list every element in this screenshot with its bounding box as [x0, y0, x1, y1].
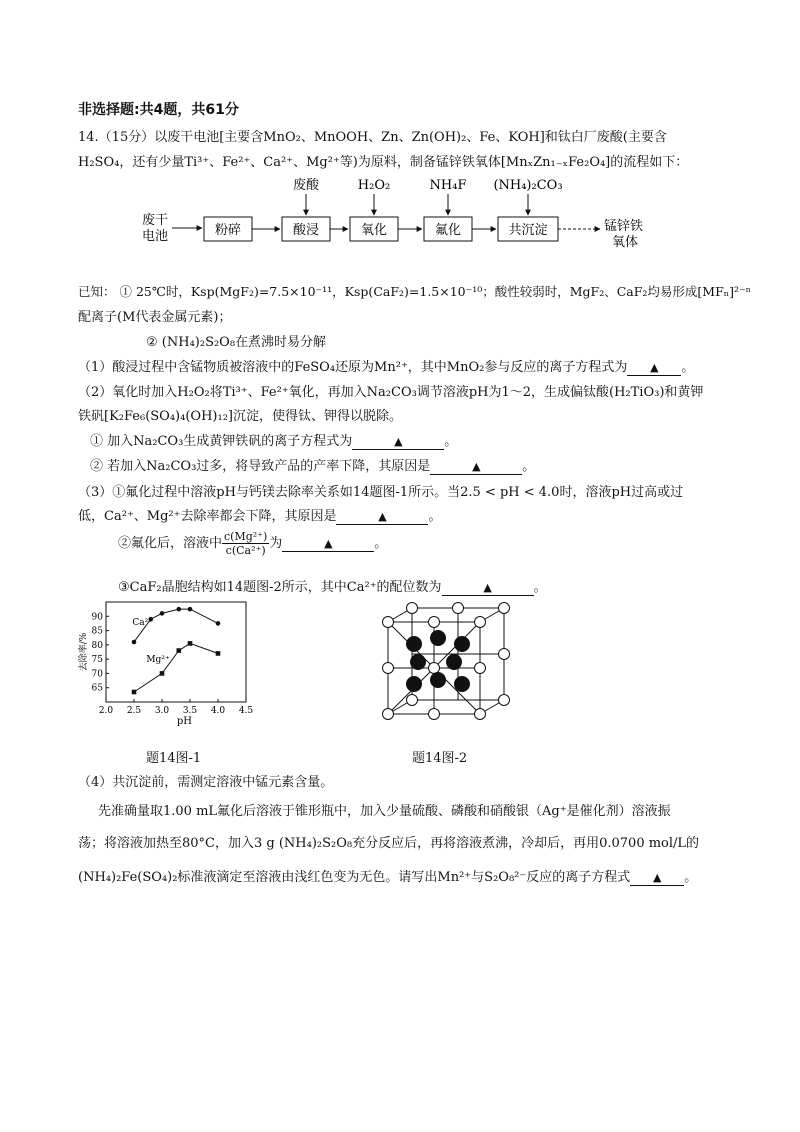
part3-sub3 [118, 576, 547, 596]
data-point-ca [188, 607, 193, 612]
part4-answer-blank[interactable] [630, 871, 684, 886]
part3-sub2-answer-blank[interactable] [282, 537, 374, 552]
ca-ion-corner [475, 617, 486, 628]
ratio-fraction [222, 530, 269, 557]
triangle-mark-icon: ▲ [653, 871, 662, 884]
part3-sub3-answer-blank[interactable] [442, 581, 534, 596]
y-axis-label: 去除率/% [79, 632, 89, 672]
part4-line1: （4）共沉淀前，需测定溶液中锰元素含量。 [78, 775, 334, 790]
data-point-mg [188, 641, 193, 646]
part3-sub3-end: 。 [533, 580, 547, 595]
triangle-mark-icon: ▲ [650, 361, 659, 374]
part2-sub2-text: ② 若加入Na₂CO₃过多，将导致产品的产率下降，其原因是 [90, 459, 431, 474]
part3-sub3-text: ③CaF₂晶胞结构如14题图-2所示，其中Ca²⁺的配位数为 [118, 580, 442, 595]
part2-sub1-end: 。 [444, 434, 458, 449]
data-point-mg [216, 651, 221, 656]
f-ion [430, 672, 446, 688]
x-tick-label: 2.5 [126, 706, 142, 716]
data-point-ca [132, 640, 137, 645]
triangle-mark-icon: ▲ [324, 537, 333, 550]
figure2-caption: 题14图-2 [412, 751, 468, 766]
known-line2: 配离子(M代表金属元素)； [78, 310, 232, 325]
ca-ion-face [453, 603, 464, 614]
part2-sub2-end: 。 [522, 459, 536, 474]
plot-frame [106, 602, 246, 702]
series-label-mg: Mg²⁺ [146, 655, 170, 665]
triangle-mark-icon: ▲ [394, 435, 403, 448]
fraction-numerator: c(Mg²⁺) [224, 530, 268, 543]
flow-step-oxidize: 氧化 [360, 223, 388, 238]
ca-ion-face [429, 709, 440, 720]
part2-line2: 铁矾[K₂Fe₆(SO₄)₄(OH)₁₂]沉淀，使得钛、钾得以脱除。 [78, 409, 402, 424]
ca-ion-face [429, 617, 440, 628]
part1-text: （1）酸浸过程中含锰物质被溶液中的FeSO₄还原为Mn²⁺，其中MnO₂参与反应的离子方程式为 [78, 360, 628, 375]
part3-line2-text: 低，Ca²⁺、Mg²⁺去除率都会下降，其原因是 [78, 509, 337, 524]
triangle-mark-icon: ▲ [472, 460, 481, 473]
y-tick-label: 85 [91, 626, 103, 637]
flow-input-nh4f: NH₄F [429, 178, 467, 193]
flow-step-coprecipitate: 共沉淀 [508, 223, 548, 238]
part4-line4 [78, 866, 697, 886]
y-tick-label: 80 [91, 640, 103, 651]
flow-end-label-2: 氧体 [612, 235, 639, 250]
part3-line2-end: 。 [428, 509, 442, 524]
flow-start-label-1: 废干 [142, 213, 169, 228]
y-tick-label: 65 [91, 683, 103, 694]
f-ion [406, 636, 422, 652]
f-ion [410, 654, 426, 670]
figure1-caption: 题14图-1 [146, 751, 202, 766]
series-line-1 [134, 643, 218, 692]
y-tick-label: 70 [91, 669, 103, 680]
y-tick-label: 90 [91, 612, 103, 623]
f-ion [454, 636, 470, 652]
flow-step-crush: 粉碎 [214, 223, 242, 238]
x-tick-label: 4.5 [238, 706, 254, 716]
part1-answer-blank[interactable] [627, 361, 681, 376]
data-point-ca [160, 611, 165, 616]
ca-ion-face [429, 663, 440, 674]
part4-line3: 荡；将溶液加热至80°C，加入3 g (NH₄)₂S₂O₈充分反应后，再将溶液煮沸，冷却后，再用0.0700 mol/L的 [78, 836, 700, 851]
flow-step-acid-leach: 酸浸 [292, 223, 320, 238]
part3-sub2-post: 为 [269, 536, 283, 551]
flow-input-nh4-2co3: (NH₄)₂CO₃ [493, 178, 563, 193]
removal-rate-chart [78, 596, 268, 726]
part2-sub2-answer-blank[interactable] [430, 460, 522, 475]
x-tick-label: 4.0 [210, 706, 226, 716]
part3-sub2 [118, 530, 387, 557]
ca-ion-corner [475, 709, 486, 720]
data-point-mg [177, 648, 182, 653]
known-line3: ② (NH₄)₂S₂O₈在煮沸时易分解 [146, 335, 327, 350]
part2-sub1-text: ① 加入Na₂CO₃生成黄钾铁矾的离子方程式为 [90, 434, 353, 449]
ca-ion-corner [383, 709, 394, 720]
ca-ion-face [383, 663, 394, 674]
ca-ion-corner [407, 695, 418, 706]
f-ion [454, 676, 470, 692]
part3-line2 [78, 505, 442, 525]
q14-intro-line1: 14.（15分）以废干电池[主要含MnO₂、MnOOH、Zn、Zn(OH)₂、Fe、KOH]和钛白厂废酸(主要含 [78, 130, 667, 145]
part2-sub1-answer-blank[interactable] [352, 435, 444, 450]
x-tick-label: 2.0 [98, 706, 114, 716]
process-flow-diagram [130, 172, 690, 252]
section-heading: 非选择题:共4题，共61分 [78, 102, 239, 118]
f-ion [430, 630, 446, 646]
data-point-mg [132, 690, 137, 695]
flow-end-label-1: 锰锌铁 [604, 219, 644, 234]
part1 [78, 356, 694, 376]
x-tick-label: 3.5 [182, 706, 198, 716]
x-axis-label: pH [176, 716, 192, 726]
part3-line1: （3）①氟化过程中溶液pH与钙镁去除率关系如14题图-1所示。当2.5 < pH < 4.0时，溶液pH过高或过 [78, 485, 684, 500]
part2-line1: （2）氧化时加入H₂O₂将Ti³⁺、Fe²⁺氧化，再加入Na₂CO₃调节溶液pH为1～2，生成偏钛酸(H₂TiO₃)和黄钾 [78, 385, 704, 400]
f-ion [446, 654, 462, 670]
part4-end: 。 [684, 870, 698, 885]
x-tick-label: 3.0 [154, 706, 170, 716]
triangle-mark-icon: ▲ [378, 510, 387, 523]
caf2-unit-cell-diagram [378, 598, 518, 724]
flow-input-h2o2: H₂O₂ [357, 178, 391, 193]
flow-start-label-2: 电池 [142, 229, 169, 244]
fraction-denominator: c(Ca²⁺) [225, 544, 266, 557]
part1-end: 。 [681, 360, 695, 375]
series-label-ca: Ca²⁺ [132, 617, 153, 628]
part2-sub2 [90, 455, 535, 475]
ca-ion-face [475, 663, 486, 674]
data-point-mg [160, 671, 165, 676]
part3-sub2-end: 。 [374, 536, 388, 551]
known-line1: 已知： ① 25℃时，Ksp(MgF₂)=7.5×10⁻¹¹，Ksp(CaF₂)=1.5×10⁻¹⁰；酸性较弱时，MgF₂、CaF₂均易形成[MFₙ]²⁻ⁿ [78, 284, 752, 299]
part3-sub1-answer-blank[interactable] [336, 510, 428, 525]
part4-line2: 先准确量取1.00 mL氟化后溶液于锥形瓶中，加入少量硫酸、磷酸和硝酸银（Ag⁺是催化剂）溶液振 [98, 804, 671, 819]
ca-ion-corner [499, 603, 510, 614]
f-ion [406, 676, 422, 692]
q14-intro-line2: H₂SO₄，还有少量Ti³⁺、Fe²⁺、Ca²⁺、Mg²⁺等)为原料，制备锰锌铁氧体[MnₓZn₁₋ₓFe₂O₄]的流程如下： [78, 155, 689, 170]
data-point-ca [216, 621, 221, 626]
data-point-ca [177, 607, 182, 612]
y-tick-label: 75 [91, 655, 103, 666]
triangle-mark-icon: ▲ [483, 581, 492, 594]
part2-sub1 [90, 430, 457, 450]
flow-step-fluorinate: 氟化 [434, 223, 462, 238]
ca-ion-corner [383, 617, 394, 628]
part3-sub2-pre: ②氟化后，溶液中 [118, 536, 223, 551]
ca-ion-corner [499, 695, 510, 706]
ca-ion-face [499, 649, 510, 660]
ca-ion-corner [407, 603, 418, 614]
flow-input-waste-acid: 废酸 [292, 178, 320, 193]
part4-line4-text: (NH₄)₂Fe(SO₄)₂标准液滴定至溶液由浅红色变为无色。请写出Mn²⁺与S₂O₈²⁻反应的离子方程式 [78, 870, 631, 885]
